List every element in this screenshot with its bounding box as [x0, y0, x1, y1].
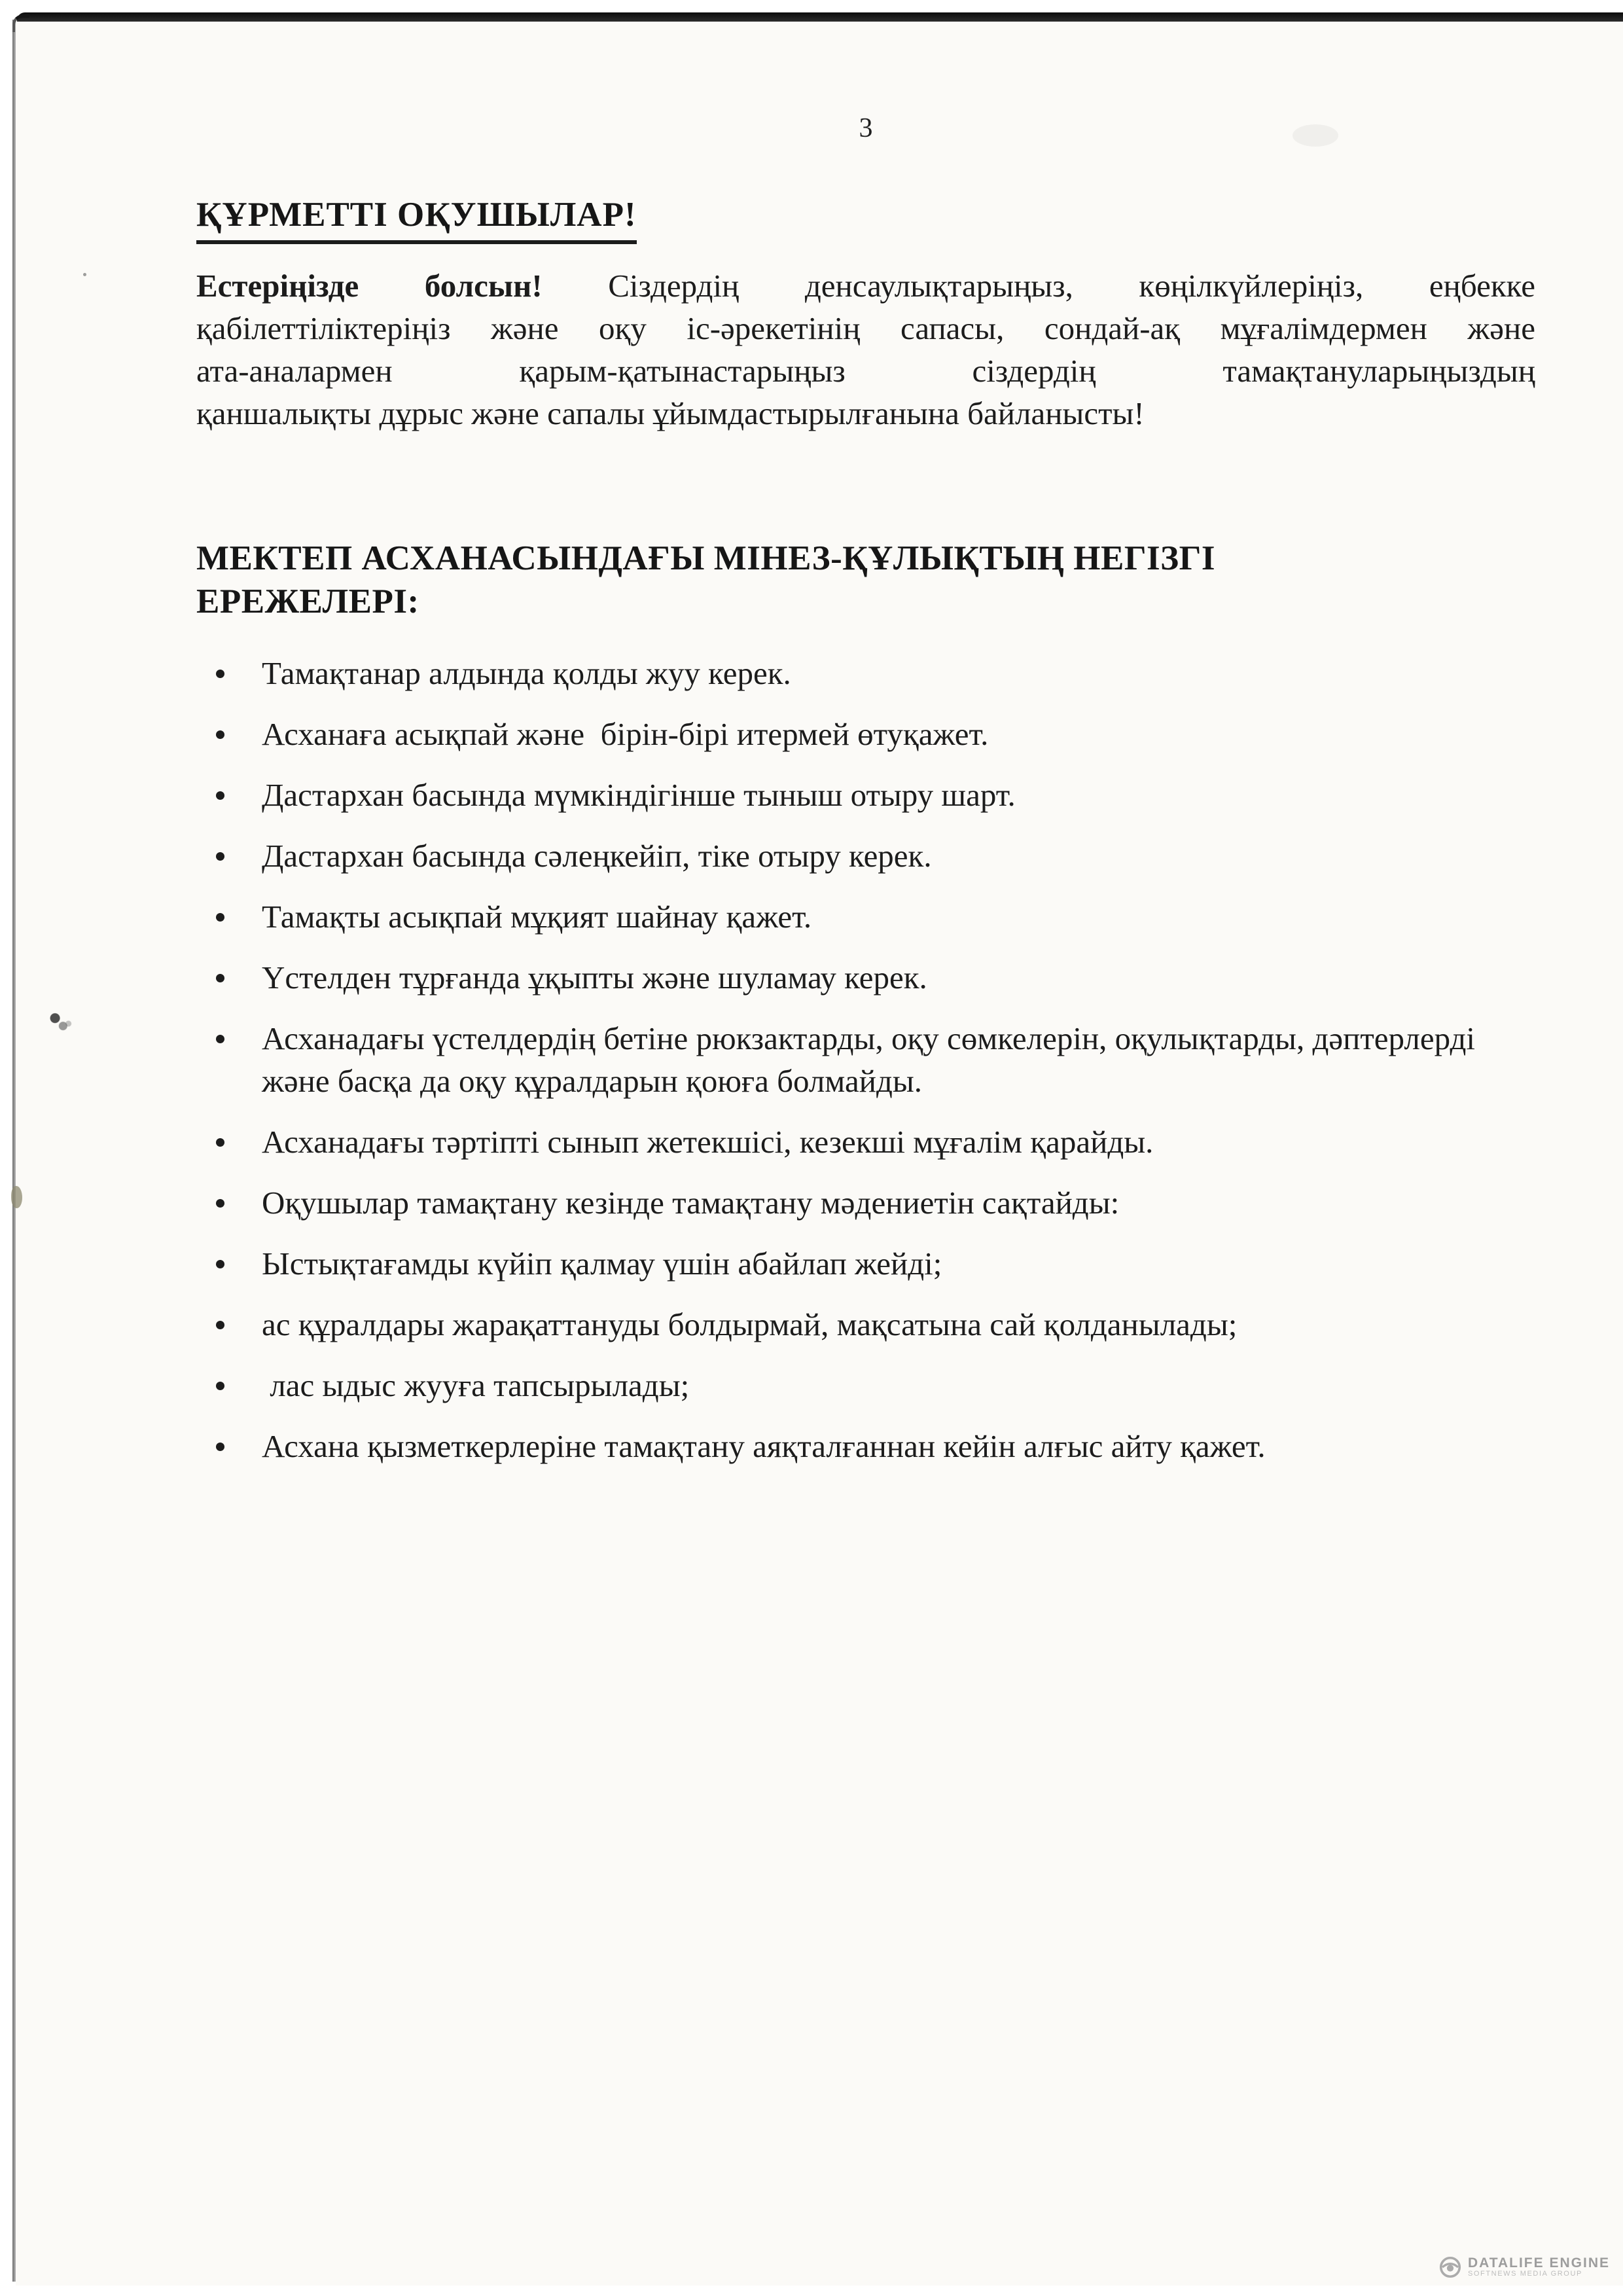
scan-artifact-smudge	[1293, 124, 1338, 147]
scan-artifact-ink-blotch	[48, 1012, 72, 1031]
intro-lead-bold: Естеріңізде болсын!	[196, 268, 543, 304]
rule-text: Асханадағы үстелдердің бетіне рюкзактарды, оқу сөмкелерін, оқулықтарды, дәптерлерді және басқа да оқу құралдарын қоюға болмайды.	[262, 1020, 1484, 1099]
intro-paragraph	[196, 264, 1535, 435]
bullet-icon	[216, 1035, 224, 1043]
rule-item	[216, 1303, 1539, 1346]
rules-list	[216, 652, 1539, 1486]
rule-item	[216, 1242, 1539, 1285]
rule-text: Асханаға асықпай және бірін-бірі итермей өтуқажет.	[262, 716, 989, 752]
rules-heading-line-1: МЕКТЕП АСХАНАСЫНДАҒЫ МІНЕЗ-ҚҰЛЫҚТЫҢ НЕГІЗГІ	[196, 539, 1215, 577]
datalife-logo-icon	[1438, 2255, 1462, 2279]
bullet-icon	[216, 1199, 224, 1208]
bullet-icon	[216, 913, 224, 922]
bullet-icon	[216, 670, 224, 678]
rule-item	[216, 1425, 1539, 1467]
bullet-icon	[216, 1321, 224, 1329]
scan-artifact-edge-blotch	[11, 1186, 22, 1208]
rule-item	[216, 956, 1539, 999]
page-number: 3	[859, 113, 873, 143]
bullet-icon	[216, 974, 224, 982]
rule-text: Дастархан басында мүмкіндігінше тыныш отыру шарт.	[262, 777, 1016, 813]
rule-text: Асханадағы тәртіпті сынып жетекшісі, кезекші мұғалім қарайды.	[262, 1124, 1154, 1160]
rule-item	[216, 1017, 1539, 1102]
rules-heading-line-2: ЕРЕЖЕЛЕРІ:	[196, 583, 419, 620]
scan-artifact-speck	[83, 273, 86, 276]
intro-line-3: ата-аналармен қарым-қатынастарыңыз сіздердің тамақтануларыңыздың	[196, 353, 1535, 389]
rule-text: Үстелден тұрғанда ұқыпты және шуламау керек.	[262, 960, 927, 996]
rule-item	[216, 774, 1539, 816]
watermark-text	[1468, 2256, 1610, 2278]
rule-text: Тамақтанар алдында қолды жуу керек.	[262, 655, 791, 691]
rule-item	[216, 1181, 1539, 1224]
rules-heading	[196, 537, 1440, 623]
watermark-name: DATALIFE ENGINE	[1467, 2255, 1610, 2271]
rule-text: Ыстықтағамды күйіп қалмау үшін абайлап жейді;	[262, 1246, 942, 1282]
rule-text: Тамақты асықпай мұқият шайнау қажет.	[262, 899, 812, 935]
rule-item	[216, 1121, 1539, 1163]
rule-text: Асхана қызметкерлеріне тамақтану аяқталғаннан кейін алғыс айту қажет.	[262, 1428, 1266, 1464]
rule-item	[216, 834, 1539, 877]
rule-item	[216, 652, 1539, 694]
intro-line-1-rest: Сіздердің денсаулықтарыңыз, көңілкүйлеріңіз, еңбекке	[542, 268, 1536, 304]
scan-top-edge-line	[17, 12, 1623, 22]
datalife-watermark	[1438, 2255, 1610, 2279]
bullet-icon	[216, 1260, 224, 1268]
rule-text: Оқушылар тамақтану кезінде тамақтану мәдениетін сақтайды:	[262, 1185, 1120, 1221]
document-title-text: ҚҰРМЕТТІ ОҚУШЫЛАР!	[196, 195, 637, 244]
rule-item	[216, 1364, 1539, 1407]
rule-item	[216, 713, 1539, 755]
bullet-icon	[216, 1382, 224, 1390]
intro-line-4: қаншалықты дұрыс және сапалы ұйымдастырылғанына байланысты!	[196, 395, 1145, 431]
bullet-icon	[216, 852, 224, 861]
bullet-icon	[216, 1443, 224, 1451]
bullet-icon	[216, 1138, 224, 1147]
intro-line-2: қабілеттіліктеріңіз және оқу іс-әрекетінің сапасы, сондай-ақ мұғалімдермен және	[196, 310, 1535, 346]
scan-left-edge-line	[12, 20, 16, 2282]
watermark-subtitle: SOFTNEWS MEDIA GROUP	[1467, 2270, 1582, 2278]
scan-corner	[12, 14, 29, 32]
rule-item	[216, 895, 1539, 938]
bullet-icon	[216, 730, 224, 739]
document-title	[196, 195, 637, 244]
rule-text: Дастархан басында сәлеңкейіп, тіке отыру керек.	[262, 838, 932, 874]
bullet-icon	[216, 791, 224, 800]
intro-line-1	[196, 264, 1535, 307]
rule-text: ас құралдары жарақаттануды болдырмай, мақсатына сай қолданылады;	[262, 1306, 1238, 1342]
rule-text: лас ыдыс жууға тапсырылады;	[262, 1367, 690, 1403]
